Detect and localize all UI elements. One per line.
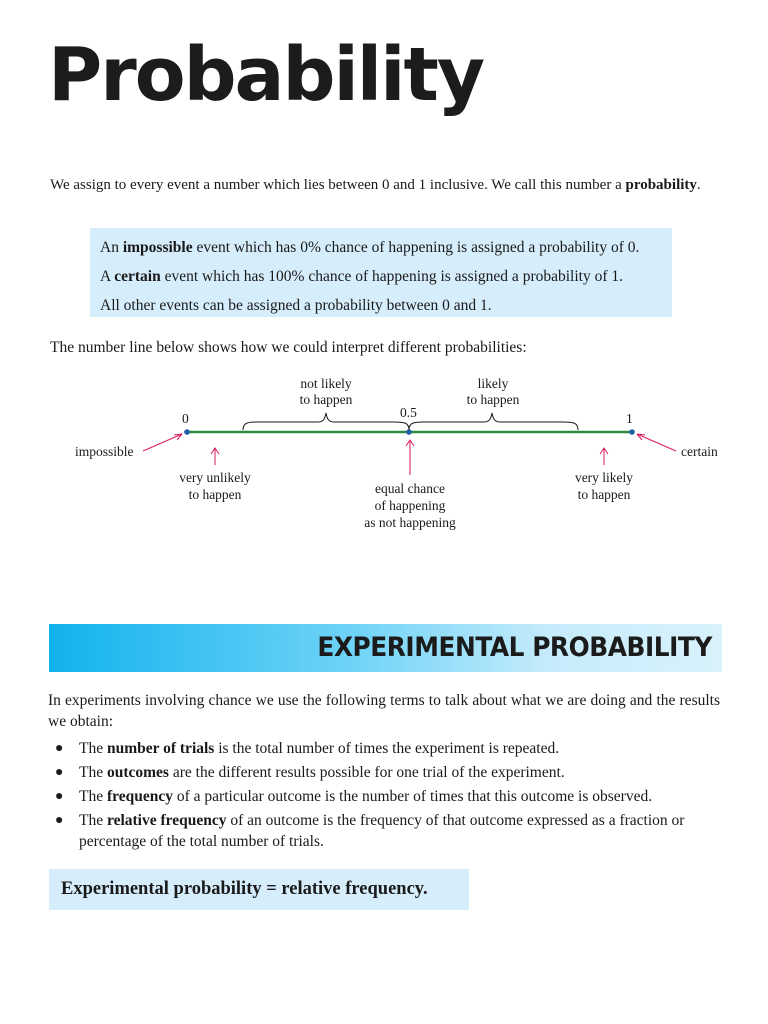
label-equal-chance: equal chance bbox=[374, 481, 446, 496]
term-name: frequency bbox=[106, 788, 173, 805]
intro-paragraph bbox=[50, 175, 720, 196]
label-very-likely: to happen bbox=[577, 487, 631, 502]
point-one bbox=[629, 429, 635, 435]
term-text: The bbox=[79, 812, 107, 829]
term-text: The bbox=[79, 764, 107, 781]
term-text: are the different results possible for one trial of the experiment. bbox=[168, 764, 565, 781]
intro-text: We assign to every event a number which lies between 0 and 1 inclusive. We call this number a bbox=[50, 177, 626, 193]
term-text: of an outcome is the frequency of that outcome expressed as a fraction or percentage of the total number of trials. bbox=[79, 812, 685, 850]
section-banner bbox=[49, 624, 722, 672]
definition-text: event which has 100% chance of happening is assigned a probability of 1. bbox=[160, 268, 623, 285]
definition-term: certain bbox=[114, 268, 161, 285]
experiment-intro: In experiments involving chance we use the following terms to talk about what we are doing and the results we obtain: bbox=[48, 692, 720, 730]
term-name: relative frequency bbox=[106, 812, 227, 829]
label-impossible: impossible bbox=[75, 444, 134, 459]
definition-text: event which has 0% chance of happening is assigned a probability of 0. bbox=[192, 239, 640, 256]
brace-not-likely bbox=[243, 413, 409, 430]
tick-label-0-5: 0.5 bbox=[400, 405, 417, 420]
brace-label-likely: likely bbox=[477, 376, 509, 391]
bullet-icon: ● bbox=[55, 765, 64, 780]
label-very-likely: very likely bbox=[574, 470, 634, 485]
definition-certain bbox=[100, 262, 662, 291]
label-very-unlikely: to happen bbox=[188, 487, 242, 502]
point-zero bbox=[184, 429, 190, 435]
arrow-certain bbox=[637, 434, 676, 451]
intro-term: probability bbox=[625, 177, 697, 193]
label-very-unlikely: very unlikely bbox=[179, 470, 251, 485]
definition-text: A bbox=[100, 268, 115, 285]
number-line-intro: The number line below shows how we could interpret different probabilities: bbox=[50, 339, 527, 356]
definition-term: impossible bbox=[122, 239, 193, 256]
bullet-icon: ● bbox=[55, 741, 64, 756]
probability-number-line bbox=[0, 365, 768, 550]
list-item bbox=[55, 786, 723, 807]
tick-label-1: 1 bbox=[626, 411, 633, 426]
list-item bbox=[55, 738, 723, 759]
label-equal-chance: as not happening bbox=[364, 515, 456, 530]
result-box: Experimental probability = relative frequency. bbox=[49, 869, 469, 910]
term-text: The bbox=[79, 740, 107, 757]
term-text: The bbox=[79, 788, 107, 805]
term-text: of a particular outcome is the number of times that this outcome is observed. bbox=[173, 788, 653, 805]
definition-other: All other events can be assigned a probability between 0 and 1. bbox=[100, 297, 492, 314]
bullet-icon: ● bbox=[55, 813, 64, 828]
section-heading: EXPERIMENTAL PROBABILITY bbox=[317, 632, 712, 663]
tick-label-0: 0 bbox=[182, 411, 189, 426]
bullet-icon: ● bbox=[55, 789, 64, 804]
list-item bbox=[55, 762, 723, 783]
definition-box bbox=[90, 228, 672, 317]
list-item bbox=[55, 810, 723, 852]
brace-label-not-likely: not likely bbox=[300, 376, 352, 391]
label-certain: certain bbox=[681, 444, 718, 459]
definition-impossible bbox=[100, 233, 662, 262]
arrow-impossible bbox=[143, 434, 182, 451]
brace-likely bbox=[409, 413, 578, 430]
label-equal-chance: of happening bbox=[374, 498, 446, 513]
brace-label-not-likely: to happen bbox=[299, 392, 353, 407]
term-name: outcomes bbox=[106, 764, 169, 781]
term-text: is the total number of times the experiment is repeated. bbox=[214, 740, 560, 757]
term-name: number of trials bbox=[106, 740, 215, 757]
point-half bbox=[406, 429, 412, 435]
page-title: Probability bbox=[48, 32, 484, 118]
intro-end: . bbox=[696, 177, 701, 193]
definition-text: An bbox=[100, 239, 123, 256]
terms-list bbox=[55, 738, 723, 855]
brace-label-likely: to happen bbox=[466, 392, 520, 407]
